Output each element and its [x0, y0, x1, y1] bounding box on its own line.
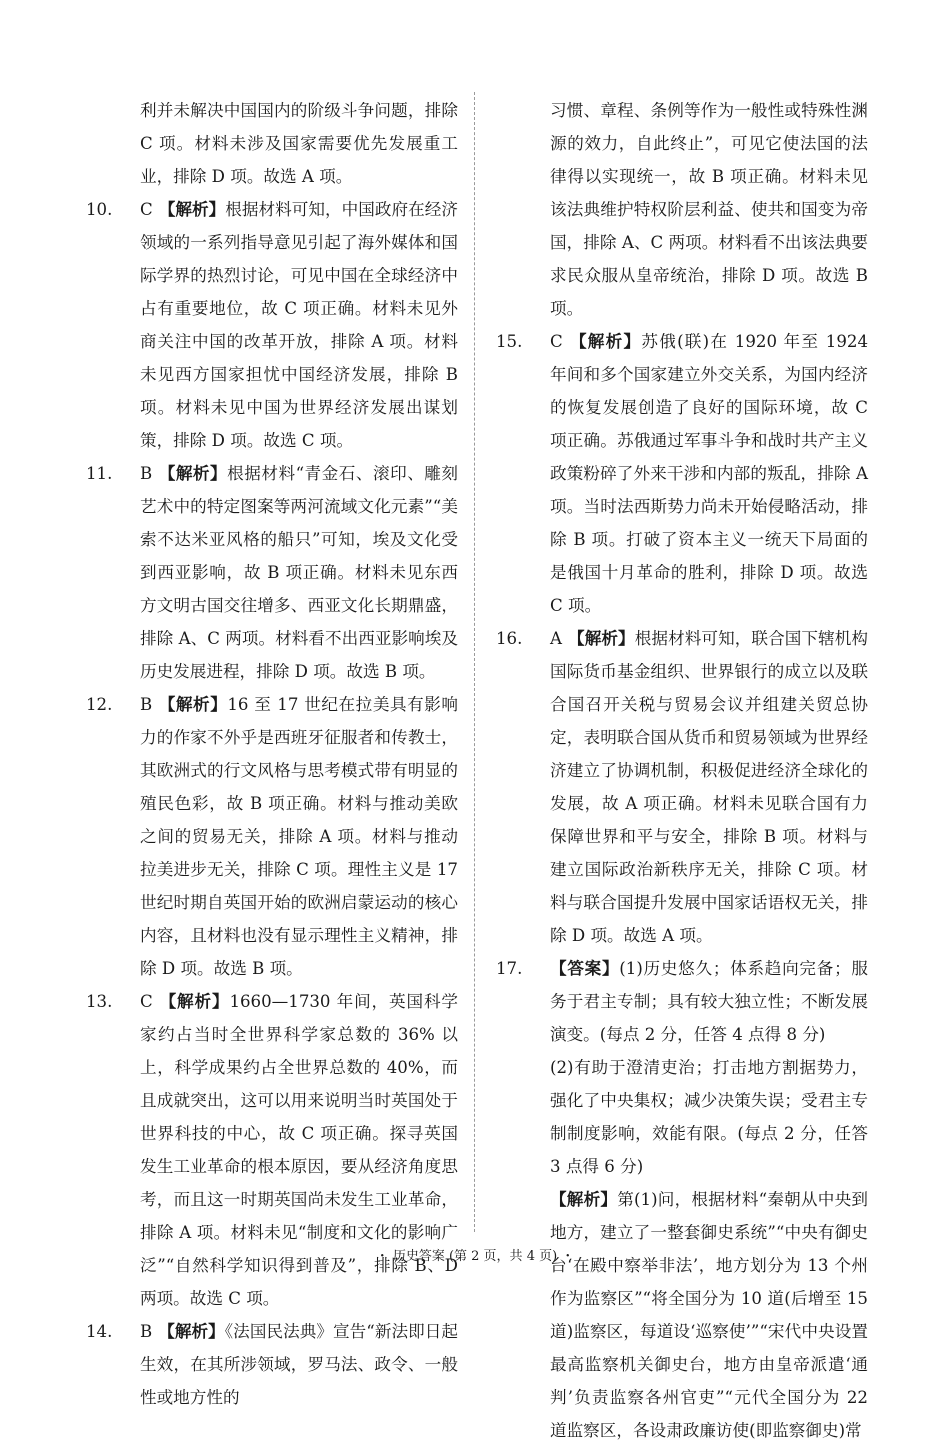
- answer-item-11: [86, 457, 458, 688]
- answer-part-1: (1)历史悠久；体系趋向完备；服务于君主专制；具有较大独立性；不断发展演变。(每点 2 分，任答 4 点得 8 分): [550, 959, 868, 1044]
- answer-item-13: [86, 985, 459, 1315]
- answer-letter: C: [140, 992, 153, 1011]
- question-number: 13.: [86, 992, 113, 1011]
- answer-text: 《法国民法典》宣告“新法即日起生效，在其所涉领域，罗马法、政令、一般性或地方性的: [140, 1322, 459, 1407]
- answer-item-12: [86, 688, 459, 985]
- question-number: 15.: [496, 332, 523, 351]
- analysis-tag: 【解析】: [158, 1322, 225, 1341]
- continued-text: 利并未解决中国国内的阶级斗争问题，排除 C 项。材料未涉及国家需要优先发展重工业，排除 D 项。故选 A 项。: [140, 101, 458, 186]
- question-number: 11.: [86, 464, 113, 483]
- question-number: 14.: [86, 1322, 113, 1341]
- question-number: 12.: [86, 695, 113, 714]
- question-number: 10.: [86, 200, 113, 219]
- answer-item-10: [86, 193, 459, 457]
- answer-item-16: [496, 622, 869, 952]
- answer-text: 苏俄(联)在 1920 年至 1924 年间和多个国家建立外交关系，为国内经济的恢复发展创造了良好的国际环境，故 C 项正确。苏俄通过军事斗争和战时共产主义政策粉碎了外来干涉和内部的叛乱，排除 A 项。当时法西斯势力尚未开始侵略活动，排除 B 项。打破了资本主义一统天下局面的是俄国十月革命的胜利，排除 D 项。故选 C 项。: [550, 332, 869, 615]
- column-divider: [474, 92, 475, 1232]
- question-number: 16.: [496, 629, 523, 648]
- page-footer: ・ 历史答案 (第 2 页，共 4 页) ・: [375, 1249, 575, 1264]
- analysis-tag: 【解析】: [158, 464, 228, 483]
- answer-item-14: [86, 1315, 459, 1414]
- answer-letter: B: [140, 695, 153, 714]
- analysis-tag: 【解析】: [158, 695, 228, 714]
- answer-text: 1660—1730 年间，英国科学家约占当时全世界科学家总数的 36% 以上，科学成果约占全世界总数的 40%，而且成就突出，这可以用来说明当时英国处于世界科技的中心，故 C 项正确。探寻英国发生工业革命的根本原因，要从经济角度思考，而且这一时期英国尚未发生工业革命，排除 A 项。材料未见“制度和文化的影响广泛”“自然科学知识得到普及”，排除 B、D 两项。故选 C 项。: [140, 992, 459, 1308]
- answer-part-2: (2)有助于澄清吏治；打击地方割据势力，强化了中央集权；减少决策失误；受君主专制制度影响，效能有限。(每点 2 分，任答 3 点得 6 分): [550, 1058, 868, 1176]
- answer-item-15: [496, 325, 869, 622]
- answer-letter: A: [550, 629, 562, 648]
- question-number: 17.: [496, 959, 523, 978]
- analysis-tag: 【解析】: [568, 332, 642, 351]
- analysis-text: 第(1)问，根据材料“秦朝从中央到地方，建立了一整套御史系统”“中央有御史台‘在殿中察举非法’，地方划分为 13 个州作为监察区”“将全国分为 10 道(后增至 15 道)监察区，每道设‘巡察使’”“宋代中央设置最高监察机关御史台，地方由皇帝派遣‘通判’负责监察各州官吏”“元代全国分为 22 道监察区，各设肃政廉访使(即监察御史)常: [550, 1190, 868, 1440]
- answer-item-17: [496, 952, 868, 1051]
- answer-text: 根据材料可知，中国政府在经济领域的一系列指导意见引起了海外媒体和国际学界的热烈讨论，可见中国在全球经济中占有重要地位，故 C 项正确。材料未见外商关注中国的改革开放，排除 A 项。材料未见西方国家担忧中国经济发展，排除 B 项。材料未见中国为世界经济发展出谋划策，排除 D 项。故选 C 项。: [140, 200, 459, 450]
- answer-text: 根据材料“青金石、滚印、雕刻艺术中的特定图案等两河流域文化元素”“美索不达米亚风格的船只”可知，埃及文化受到西亚影响，故 B 项正确。材料未见东西方文明古国交往增多、西亚文化长期鼎盛，排除 A、C 两项。材料看不出西亚影响埃及历史发展进程，排除 D 项。故选 B 项。: [140, 464, 458, 681]
- analysis-tag: 【解析】: [567, 629, 635, 648]
- answer-letter: C: [550, 332, 563, 351]
- answer-tag: 【答案】: [550, 959, 620, 978]
- answer-text: 16 至 17 世纪在拉美具有影响力的作家不外乎是西班牙征服者和传教士，其欧洲式的行文风格与思考模式带有明显的殖民色彩，故 B 项正确。材料与推动美欧之间的贸易无关，排除 A 项。材料与推动拉美进步无关，排除 C 项。理性主义是 17 世纪时期自英国开始的欧洲启蒙运动的核心内容，且材料也没有显示理性主义精神，排除 D 项。故选 B 项。: [140, 695, 459, 978]
- answer-letter: C: [140, 200, 153, 219]
- analysis-tag: 【解析】: [158, 992, 230, 1011]
- continued-text: 习惯、章程、条例等作为一般性或特殊性渊源的效力，自此终止”，可见它使法国的法律得以实现统一，故 B 项正确。材料未见该法典维护特权阶层利益、使共和国变为帝国，排除 A、C 两项。材料看不出该法典要求民众服从皇帝统治，排除 D 项。故选 B 项。: [550, 101, 868, 318]
- left-column: [86, 94, 459, 1414]
- answer-letter: B: [140, 1322, 153, 1341]
- analysis-block: [516, 1183, 868, 1447]
- answer-text: 根据材料可知，联合国下辖机构国际货币基金组织、世界银行的成立以及联合国召开关税与贸易会议并组建关贸总协定，表明联合国从货币和贸易领域为世界经济建立了协调机制，积极促进经济全球化的发展，故 A 项正确。材料未见联合国有力保障世界和平与安全，排除 B 项。材料与建立国际政治新秩序无关，排除 C 项。材料与联合国提升发展中国家话语权无关，排除 D 项。故选 A 项。: [550, 629, 869, 945]
- analysis-tag: 【解析】: [158, 200, 226, 219]
- answer-letter: B: [140, 464, 153, 483]
- analysis-tag: 【解析】: [550, 1190, 618, 1209]
